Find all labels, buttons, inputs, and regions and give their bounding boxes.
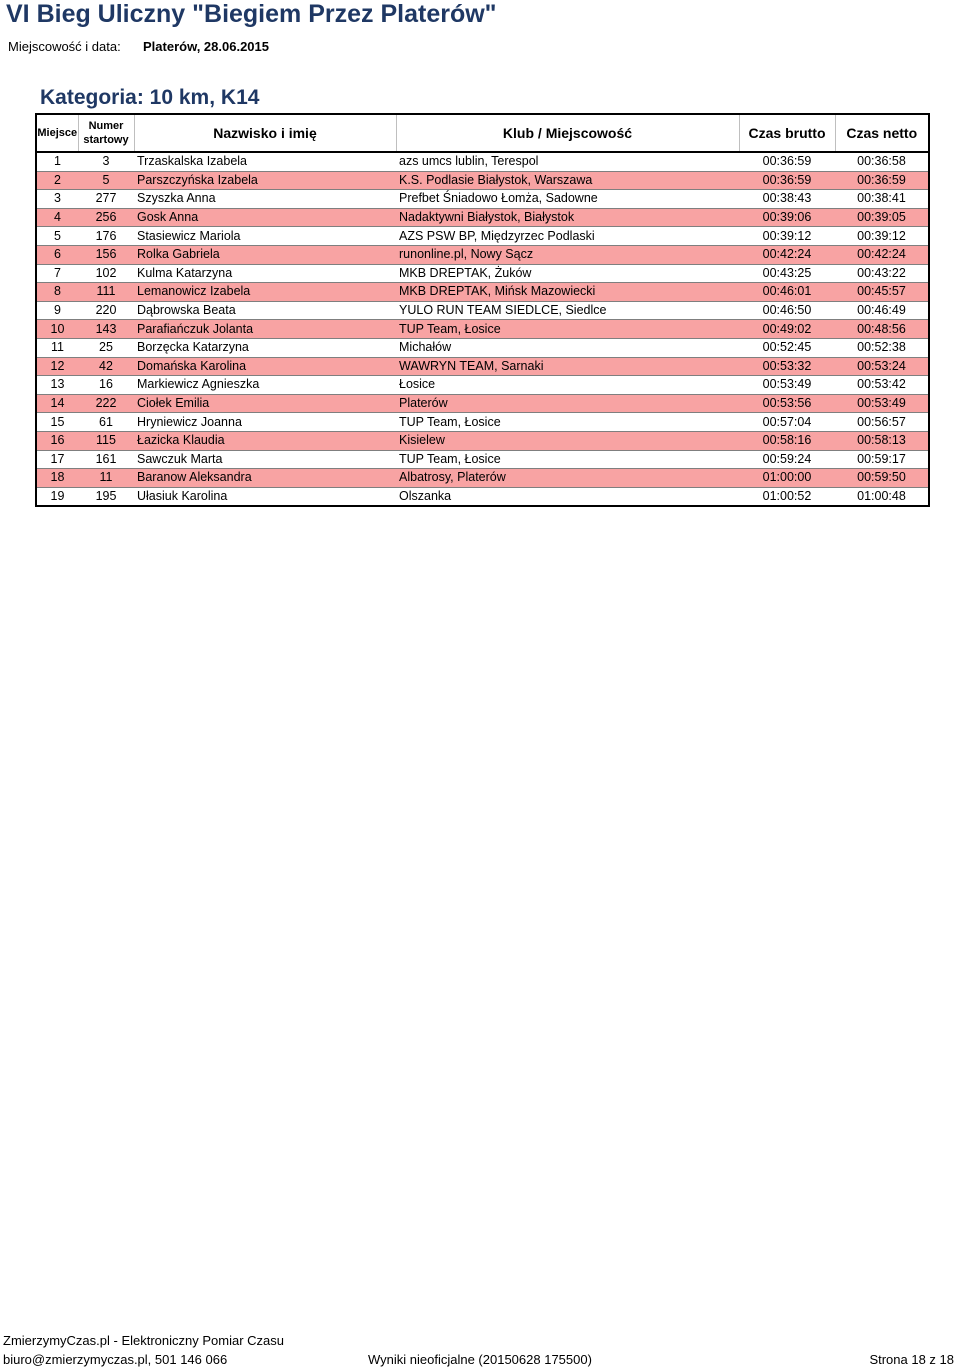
table-row [36, 320, 929, 339]
col-header-place: Miejsce [36, 114, 78, 152]
cell-place: 14 [36, 394, 78, 413]
cell-place: 6 [36, 245, 78, 264]
cell-number: 222 [78, 394, 134, 413]
cell-name: Baranow Aleksandra [134, 469, 396, 488]
cell-name: Stasiewicz Mariola [134, 227, 396, 246]
cell-number: 11 [78, 469, 134, 488]
cell-place: 15 [36, 413, 78, 432]
cell-gross-time: 00:49:02 [739, 320, 835, 339]
cell-net-time: 00:48:56 [835, 320, 929, 339]
cell-gross-time: 00:59:24 [739, 450, 835, 469]
cell-club: Michałów [396, 338, 739, 357]
cell-place: 1 [36, 152, 78, 171]
table-row [36, 376, 929, 395]
cell-number: 5 [78, 171, 134, 190]
cell-net-time: 00:46:49 [835, 301, 929, 320]
table-row [36, 152, 929, 171]
cell-number: 256 [78, 208, 134, 227]
cell-club: AZS PSW BP, Międzyrzec Podlaski [396, 227, 739, 246]
cell-name: Ułasiuk Karolina [134, 487, 396, 506]
cell-gross-time: 00:52:45 [739, 338, 835, 357]
results-body [36, 152, 929, 506]
cell-name: Kulma Katarzyna [134, 264, 396, 283]
cell-net-time: 00:59:50 [835, 469, 929, 488]
cell-place: 7 [36, 264, 78, 283]
cell-number: 42 [78, 357, 134, 376]
cell-gross-time: 00:53:56 [739, 394, 835, 413]
col-header-number-line1: Numer [88, 120, 124, 132]
cell-place: 12 [36, 357, 78, 376]
cell-gross-time: 01:00:52 [739, 487, 835, 506]
cell-club: Olszanka [396, 487, 739, 506]
cell-number: 156 [78, 245, 134, 264]
cell-number: 277 [78, 190, 134, 209]
col-header-number [78, 114, 134, 152]
footer-status: Wyniki nieoficjalne (20150628 175500) [368, 1352, 592, 1367]
cell-gross-time: 00:46:50 [739, 301, 835, 320]
cell-net-time: 00:39:12 [835, 227, 929, 246]
cell-number: 143 [78, 320, 134, 339]
col-header-net-time: Czas netto [835, 114, 929, 152]
table-row [36, 190, 929, 209]
cell-number: 115 [78, 431, 134, 450]
cell-name: Domańska Karolina [134, 357, 396, 376]
cell-club: MKB DREPTAK, Żuków [396, 264, 739, 283]
table-row [36, 469, 929, 488]
cell-name: Rolka Gabriela [134, 245, 396, 264]
place-date-value: Platerów, 28.06.2015 [143, 39, 269, 54]
cell-net-time: 00:38:41 [835, 190, 929, 209]
cell-name: Dąbrowska Beata [134, 301, 396, 320]
cell-place: 3 [36, 190, 78, 209]
cell-number: 102 [78, 264, 134, 283]
cell-net-time: 00:53:24 [835, 357, 929, 376]
table-row [36, 487, 929, 506]
cell-gross-time: 00:42:24 [739, 245, 835, 264]
cell-club: TUP Team, Łosice [396, 320, 739, 339]
table-row [36, 227, 929, 246]
cell-club: Kisielew [396, 431, 739, 450]
cell-club: azs umcs lublin, Terespol [396, 152, 739, 171]
cell-gross-time: 00:53:32 [739, 357, 835, 376]
cell-place: 19 [36, 487, 78, 506]
cell-number: 161 [78, 450, 134, 469]
cell-place: 17 [36, 450, 78, 469]
cell-net-time: 01:00:48 [835, 487, 929, 506]
cell-number: 176 [78, 227, 134, 246]
cell-net-time: 00:42:24 [835, 245, 929, 264]
cell-club: TUP Team, Łosice [396, 413, 739, 432]
table-row [36, 450, 929, 469]
cell-club: Platerów [396, 394, 739, 413]
cell-club: runonline.pl, Nowy Sącz [396, 245, 739, 264]
cell-gross-time: 00:36:59 [739, 152, 835, 171]
cell-place: 16 [36, 431, 78, 450]
table-row [36, 394, 929, 413]
cell-net-time: 00:53:49 [835, 394, 929, 413]
cell-club: Albatrosy, Platerów [396, 469, 739, 488]
footer-page-number: Strona 18 z 18 [869, 1352, 954, 1367]
cell-net-time: 00:36:58 [835, 152, 929, 171]
cell-net-time: 00:52:38 [835, 338, 929, 357]
cell-number: 220 [78, 301, 134, 320]
cell-net-time: 00:43:22 [835, 264, 929, 283]
cell-name: Parafiańczuk Jolanta [134, 320, 396, 339]
cell-club: Łosice [396, 376, 739, 395]
footer-company: ZmierzymyCzas.pl - Elektroniczny Pomiar Czasu [3, 1333, 285, 1348]
cell-number: 61 [78, 413, 134, 432]
cell-name: Szyszka Anna [134, 190, 396, 209]
table-row [36, 245, 929, 264]
cell-gross-time: 00:36:59 [739, 171, 835, 190]
col-header-gross-time: Czas brutto [739, 114, 835, 152]
col-header-number-line2: startowy [83, 134, 129, 146]
place-date-row [8, 39, 269, 54]
table-row [36, 283, 929, 302]
cell-club: WAWRYN TEAM, Sarnaki [396, 357, 739, 376]
cell-gross-time: 00:46:01 [739, 283, 835, 302]
cell-name: Ciołek Emilia [134, 394, 396, 413]
category-heading: Kategoria: 10 km, K14 [40, 86, 260, 109]
cell-place: 5 [36, 227, 78, 246]
cell-name: Łazicka Klaudia [134, 431, 396, 450]
cell-number: 111 [78, 283, 134, 302]
cell-net-time: 00:58:13 [835, 431, 929, 450]
cell-number: 25 [78, 338, 134, 357]
cell-gross-time: 00:53:49 [739, 376, 835, 395]
table-row [36, 338, 929, 357]
cell-place: 11 [36, 338, 78, 357]
cell-number: 16 [78, 376, 134, 395]
cell-net-time: 00:45:57 [835, 283, 929, 302]
cell-net-time: 00:39:05 [835, 208, 929, 227]
cell-club: MKB DREPTAK, Mińsk Mazowiecki [396, 283, 739, 302]
table-row [36, 413, 929, 432]
cell-place: 18 [36, 469, 78, 488]
cell-name: Parszczyńska Izabela [134, 171, 396, 190]
cell-name: Hryniewicz Joanna [134, 413, 396, 432]
cell-place: 13 [36, 376, 78, 395]
place-date-label: Miejscowość i data: [8, 39, 121, 54]
footer-contact: biuro@zmierzymyczas.pl, 501 146 066 [3, 1352, 228, 1367]
table-row [36, 264, 929, 283]
cell-club: K.S. Podlasie Białystok, Warszawa [396, 171, 739, 190]
cell-name: Borzęcka Katarzyna [134, 338, 396, 357]
cell-gross-time: 00:39:12 [739, 227, 835, 246]
cell-gross-time: 00:43:25 [739, 264, 835, 283]
results-table [35, 113, 930, 507]
cell-name: Lemanowicz Izabela [134, 283, 396, 302]
cell-net-time: 00:59:17 [835, 450, 929, 469]
cell-place: 4 [36, 208, 78, 227]
cell-number: 3 [78, 152, 134, 171]
cell-number: 195 [78, 487, 134, 506]
cell-name: Gosk Anna [134, 208, 396, 227]
cell-net-time: 00:53:42 [835, 376, 929, 395]
table-header-row [36, 114, 929, 152]
cell-club: TUP Team, Łosice [396, 450, 739, 469]
cell-place: 9 [36, 301, 78, 320]
cell-gross-time: 01:00:00 [739, 469, 835, 488]
cell-place: 8 [36, 283, 78, 302]
col-header-club: Klub / Miejscowość [396, 114, 739, 152]
cell-club: YULO RUN TEAM SIEDLCE, Siedlce [396, 301, 739, 320]
cell-place: 10 [36, 320, 78, 339]
cell-net-time: 00:56:57 [835, 413, 929, 432]
table-row [36, 357, 929, 376]
cell-club: Nadaktywni Białystok, Białystok [396, 208, 739, 227]
cell-name: Markiewicz Agnieszka [134, 376, 396, 395]
table-row [36, 171, 929, 190]
cell-place: 2 [36, 171, 78, 190]
cell-name: Trzaskalska Izabela [134, 152, 396, 171]
page-title: VI Bieg Uliczny "Biegiem Przez Platerów" [6, 0, 497, 28]
cell-gross-time: 00:58:16 [739, 431, 835, 450]
cell-name: Sawczuk Marta [134, 450, 396, 469]
cell-gross-time: 00:39:06 [739, 208, 835, 227]
cell-net-time: 00:36:59 [835, 171, 929, 190]
cell-club: Prefbet Śniadowo Łomża, Sadowne [396, 190, 739, 209]
table-row [36, 431, 929, 450]
table-row [36, 208, 929, 227]
col-header-name: Nazwisko i imię [134, 114, 396, 152]
table-row [36, 301, 929, 320]
cell-gross-time: 00:38:43 [739, 190, 835, 209]
cell-gross-time: 00:57:04 [739, 413, 835, 432]
